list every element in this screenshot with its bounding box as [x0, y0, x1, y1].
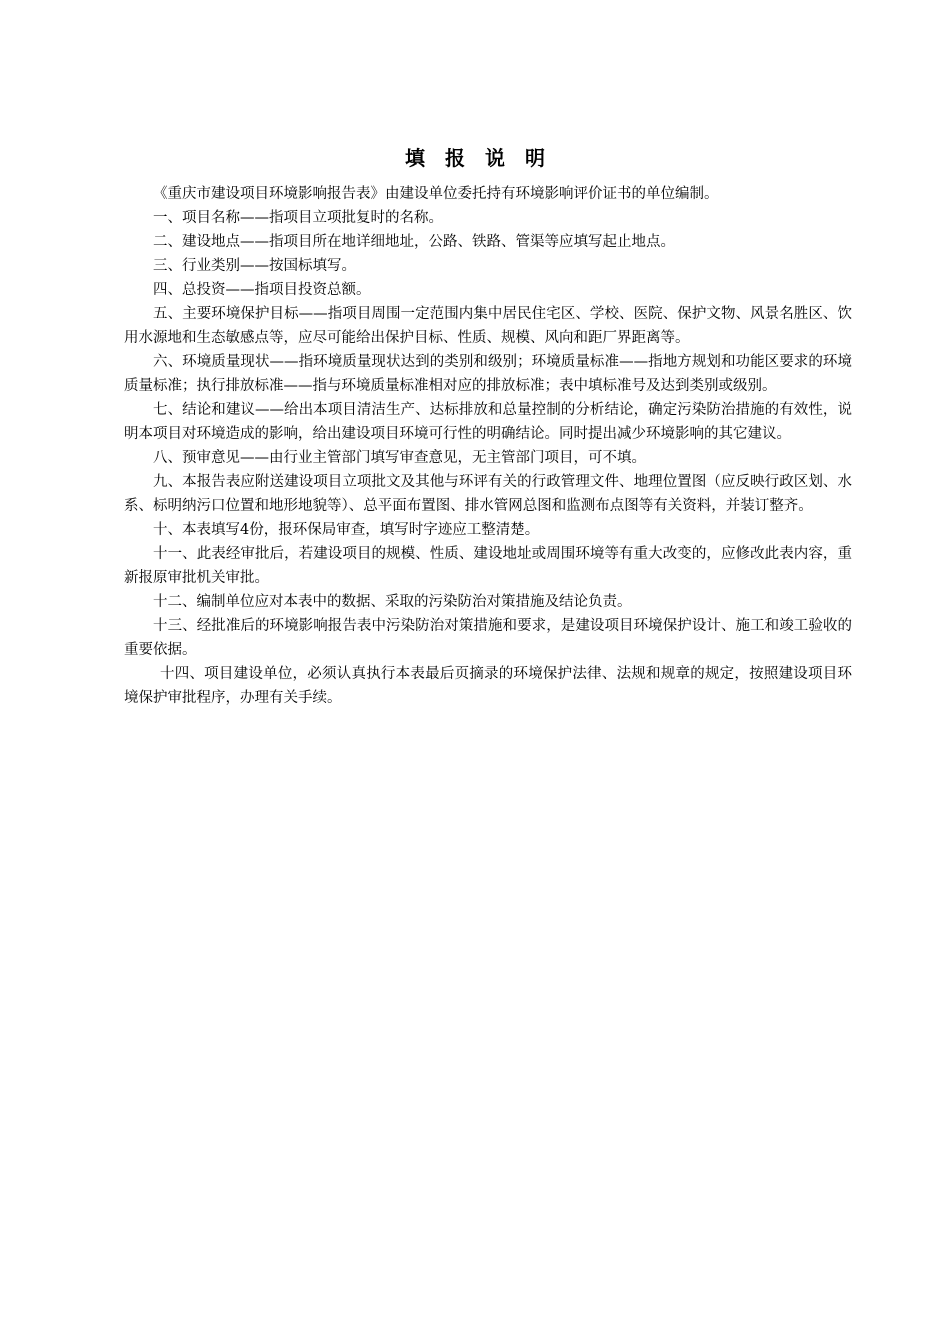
page-title: 填报说明	[405, 146, 565, 170]
item-paragraph-2: 二、建设地点——指项目所在地详细地址，公路、铁路、管渠等应填写起止地点。	[153, 234, 675, 250]
item-paragraph-7: 七、结论和建议——给出本项目清洁生产、达标排放和总量控制的分析结论，确定污染防治措施的有效性，说明本项目对环境造成的影响，给出建设项目环境可行性的明确结论。同时提出减少环境影响的其它建议。	[124, 402, 852, 442]
item-paragraph-3: 三、行业类别——按国标填写。	[153, 258, 356, 274]
item-paragraph-1: 一、项目名称——指项目立项批复时的名称。	[153, 210, 443, 226]
item-paragraph-4: 四、总投资——指项目投资总额。	[153, 282, 371, 298]
item-paragraph-14: 十四、项目建设单位，必须认真执行本表最后页摘录的环境保护法律、法规和规章的规定，按照建设项目环境保护审批程序，办理有关手续。	[124, 666, 852, 706]
item-paragraph-6: 六、环境质量现状——指环境质量现状达到的类别和级别；环境质量标准——指地方规划和功能区要求的环境质量标准；执行排放标准——指与环境质量标准相对应的排放标准；表中填标准号及达到类别或级别。	[124, 354, 852, 394]
item-paragraph-9: 九、本报告表应附送建设项目立项批文及其他与环评有关的行政管理文件、地理位置图（应反映行政区划、水系、标明纳污口位置和地形地貌等）、总平面布置图、排水管网总图和监测布点图等有关资料，并装订整齐。	[124, 474, 852, 514]
item-paragraph-10: 十、本表填写4份，报环保局审查，填写时字迹应工整清楚。	[153, 522, 540, 538]
item-paragraph-13: 十三、经批准后的环境影响报告表中污染防治对策措施和要求，是建设项目环境保护设计、施工和竣工验收的重要依据。	[124, 618, 852, 658]
intro-paragraph: 《重庆市建设项目环境影响报告表》由建设单位委托持有环境影响评价证书的单位编制。	[153, 186, 719, 202]
item-paragraph-11: 十一、此表经审批后，若建设项目的规模、性质、建设地址或周围环境等有重大改变的，应修改此表内容，重新报原审批机关审批。	[124, 546, 852, 586]
item-paragraph-12: 十二、编制单位应对本表中的数据、采取的污染防治对策措施及结论负责。	[153, 594, 632, 610]
instructions-body	[124, 182, 852, 710]
item-paragraph-8: 八、预审意见——由行业主管部门填写审查意见，无主管部门项目，可不填。	[153, 450, 646, 466]
item-paragraph-5: 五、主要环境保护目标——指项目周围一定范围内集中居民住宅区、学校、医院、保护文物、风景名胜区、饮用水源地和生态敏感点等，应尽可能给出保护目标、性质、规模、风向和距厂界距离等。	[124, 306, 852, 346]
